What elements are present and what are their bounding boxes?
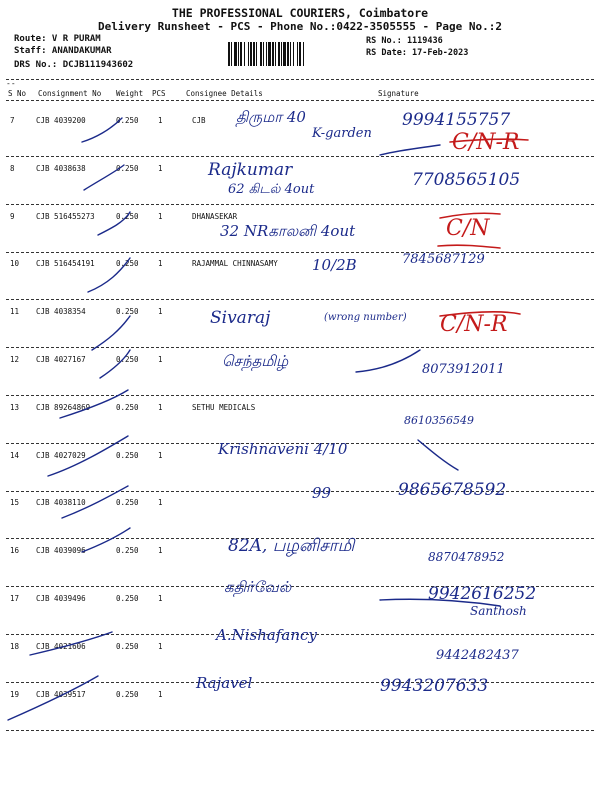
row-weight: 0.250 bbox=[116, 259, 139, 268]
col-consignee: Consignee Details bbox=[186, 89, 263, 98]
handwritten-name: Rajavel bbox=[196, 674, 253, 692]
row-weight: 0.250 bbox=[116, 212, 139, 221]
row-pcs: 1 bbox=[158, 116, 163, 125]
row-consignment: CJB 4027167 bbox=[36, 355, 86, 364]
handwritten-name: A.Nishafancy bbox=[216, 626, 317, 644]
row-consignment: CJB 516455273 bbox=[36, 212, 95, 221]
row-weight: 0.250 bbox=[116, 164, 139, 173]
handwritten-phone: 8870478952 bbox=[428, 550, 505, 564]
handwritten-name: Rajkumar bbox=[208, 160, 293, 180]
row-consignment: CJB 4039200 bbox=[36, 116, 86, 125]
col-weight: Weight bbox=[116, 89, 144, 98]
col-signature: Signature bbox=[378, 89, 419, 98]
handwritten-address: 32 NRகாலனி 4out bbox=[220, 222, 356, 240]
row-sno: 13 bbox=[10, 403, 20, 412]
row-pcs: 1 bbox=[158, 690, 163, 699]
handwritten-note: (wrong number) bbox=[324, 312, 407, 323]
row-weight: 0.250 bbox=[116, 594, 139, 603]
handwritten-address: 62 கிடல் 4out bbox=[228, 182, 315, 197]
row-weight: 0.250 bbox=[116, 546, 139, 555]
row-consignment: CJB 516454191 bbox=[36, 259, 95, 268]
row-weight: 0.250 bbox=[116, 642, 139, 651]
row-sno: 10 bbox=[10, 259, 20, 268]
delivery-remark: C/N bbox=[446, 216, 490, 241]
row-pcs: 1 bbox=[158, 307, 163, 316]
handwritten-signature: Santhosh bbox=[470, 604, 527, 618]
handwritten-name: Sivaraj bbox=[210, 308, 271, 328]
row-pcs: 1 bbox=[158, 164, 163, 173]
drs-number: DRS No.: DCJB111943602 bbox=[14, 60, 134, 70]
row-weight: 0.250 bbox=[116, 116, 139, 125]
col-consignment: Consignment No bbox=[38, 89, 102, 98]
row-sno: 17 bbox=[10, 594, 20, 603]
row-consignment: CJB 4038638 bbox=[36, 164, 86, 173]
row-sno: 7 bbox=[10, 116, 15, 125]
row-sno: 19 bbox=[10, 690, 20, 699]
row-sno: 14 bbox=[10, 451, 20, 460]
row-weight: 0.250 bbox=[116, 690, 139, 699]
delivery-remark: C/N-R bbox=[440, 312, 508, 337]
row-consignment: CJB 4021606 bbox=[36, 642, 86, 651]
row-consignment: CJB 4038110 bbox=[36, 498, 86, 507]
row-sno: 8 bbox=[10, 164, 15, 173]
row-pcs: 1 bbox=[158, 642, 163, 651]
row-consignee: RAJAMMAL CHINNASAMY bbox=[192, 259, 278, 268]
row-consignment: CJB 4038354 bbox=[36, 307, 86, 316]
row-consignee: CJB bbox=[192, 116, 206, 125]
row-sno: 16 bbox=[10, 546, 20, 555]
divider-mark: -- bbox=[6, 79, 16, 88]
row-sno: 9 bbox=[10, 212, 15, 221]
row-pcs: 1 bbox=[158, 403, 163, 412]
delivery-remark: C/N-R bbox=[452, 130, 520, 155]
row-sno: 18 bbox=[10, 642, 20, 651]
row-sno: 15 bbox=[10, 498, 20, 507]
handwritten-address: Krishnaveni 4/10 bbox=[218, 440, 348, 458]
handwritten-phone: 8610356549 bbox=[404, 414, 474, 427]
route-label: Route: V R PURAM bbox=[14, 34, 101, 44]
handwritten-address: திருமா 40 bbox=[236, 108, 306, 126]
handwritten-address: 10/2B bbox=[312, 256, 357, 274]
runsheet-title: Delivery Runsheet - PCS - Phone No.:0422-3505555 - Page No.:2 bbox=[98, 20, 502, 33]
handwritten-address: 99 bbox=[312, 484, 332, 502]
row-weight: 0.250 bbox=[116, 498, 139, 507]
row-consignment: CJB 4039517 bbox=[36, 690, 86, 699]
handwritten-address: 82A, பழனிசாமி bbox=[228, 536, 355, 556]
col-pcs: PCS bbox=[152, 89, 166, 98]
handwritten-phone: 7708565105 bbox=[412, 170, 521, 190]
row-consignee: SETHU MEDICALS bbox=[192, 403, 256, 412]
row-pcs: 1 bbox=[158, 594, 163, 603]
handwritten-name: கதிர்வேல் bbox=[224, 578, 292, 596]
row-consignment: CJB 89264869 bbox=[36, 403, 91, 412]
handwritten-name: செந்தமிழ் bbox=[222, 352, 289, 370]
handwritten-phone: 9442482437 bbox=[436, 648, 519, 663]
rs-date: RS Date: 17-Feb-2023 bbox=[366, 48, 469, 58]
row-sno: 11 bbox=[10, 307, 20, 316]
row-consignment: CJB 4039496 bbox=[36, 594, 86, 603]
col-sno: S No bbox=[8, 89, 27, 98]
row-pcs: 1 bbox=[158, 212, 163, 221]
handwritten-phone: 9942616252 bbox=[428, 584, 537, 604]
row-pcs: 1 bbox=[158, 546, 163, 555]
row-consignment: CJB 4039096 bbox=[36, 546, 86, 555]
row-sno: 12 bbox=[10, 355, 20, 364]
row-weight: 0.250 bbox=[116, 403, 139, 412]
row-pcs: 1 bbox=[158, 451, 163, 460]
row-pcs: 1 bbox=[158, 259, 163, 268]
row-consignee: DHANASEKAR bbox=[192, 212, 238, 221]
handwritten-phone: 9943207633 bbox=[380, 676, 489, 696]
handwritten-address: K-garden bbox=[312, 126, 372, 141]
staff-label: Staff: ANANDAKUMAR bbox=[14, 46, 112, 56]
handwritten-phone: 9994155757 bbox=[402, 110, 511, 130]
row-weight: 0.250 bbox=[116, 451, 139, 460]
company-title: THE PROFESSIONAL COURIERS, Coimbatore bbox=[171, 6, 429, 20]
row-weight: 0.250 bbox=[116, 307, 139, 316]
row-consignment: CJB 4027029 bbox=[36, 451, 86, 460]
row-pcs: 1 bbox=[158, 498, 163, 507]
row-pcs: 1 bbox=[158, 355, 163, 364]
row-weight: 0.250 bbox=[116, 355, 139, 364]
handwritten-phone: 8073912011 bbox=[422, 362, 505, 377]
handwritten-phone: 9865678592 bbox=[398, 480, 507, 500]
handwritten-phone: 7845687129 bbox=[402, 252, 485, 267]
rs-number: RS No.: 1119436 bbox=[366, 36, 443, 46]
